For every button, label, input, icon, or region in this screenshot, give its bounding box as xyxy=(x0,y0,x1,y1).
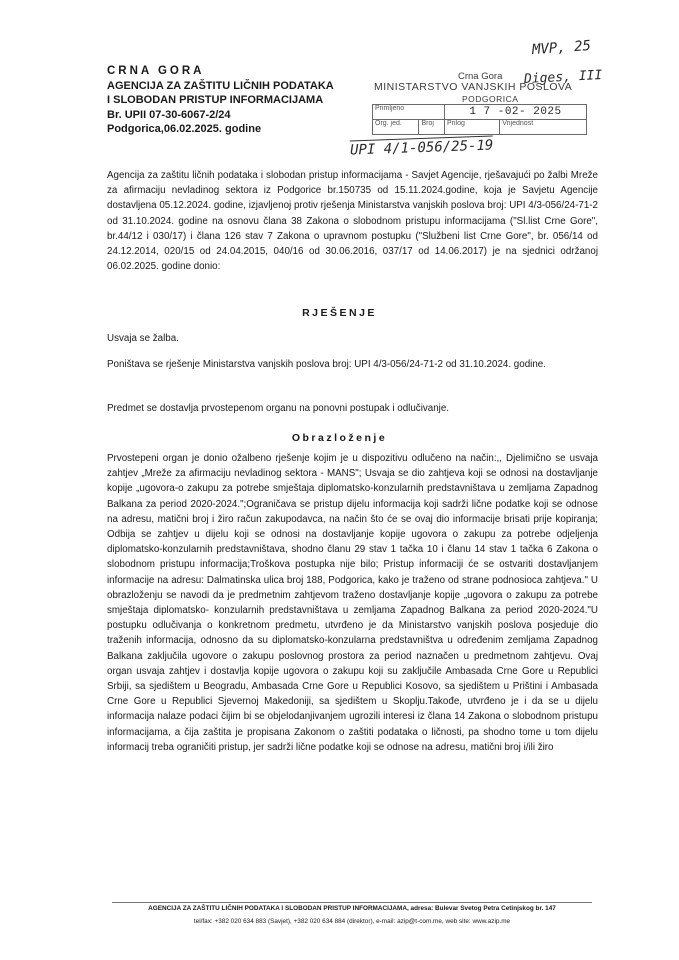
decision-item-3: Predmet se dostavlja prvostepenom organu na ponovni postupak i odlučivanje. xyxy=(107,403,450,414)
letterhead xyxy=(107,64,367,137)
stamp-col-number: Broj xyxy=(419,120,444,135)
stamp-city: PODGORICA xyxy=(462,94,519,104)
decision-title: RJEŠENJE xyxy=(302,307,377,319)
stamp-col-org: Org. jed. xyxy=(373,120,419,135)
handwritten-note-top: MVP, 25 xyxy=(531,37,592,59)
case-number: Br. UPII 07-30-6067-2/24 xyxy=(107,108,231,121)
decision-item-1: Usvaja se žalba. xyxy=(107,333,179,344)
handwritten-reference: UPI 4/1-056/25-19 xyxy=(349,137,494,159)
decision-item-2: Poništava se rješenje Ministarstva vanjskih poslova broj: UPI 4/3-056/24-71-2 od 31.10.2024. godine. xyxy=(107,359,546,370)
stamp-country: Crna Gora xyxy=(458,71,503,82)
stamp-received-date: 1 7 -02- 2025 xyxy=(444,105,586,120)
reasoning-paragraph: Prvostepeni organ je donio ožalbeno rješenje kojim je u dispozitivu odlučeno na način:,, Djelimično se usvaja zahtjev „Mreže za afirmaciju nevladinog sektora - MANS"; Usvaja se dio zahtjeva koji se odnosi na dostavljanje kopije „ugovora-o zakupu za potrebe smještaja diplomatsko-konzularnih predstavništava u zemljama Zapadnog Balkana za period 2020-2024.";Ograničava se pristup dijelu informacija koji sadrži lične podatke koji se odnose na adresu, matični broj i žiro račun zakupodavca, na način što će se ovaj dio informacije brisati prije kopiranja; Odbija se zahtjev u dijelu koji se odnosi na dostavljanje kopije ugovora o zakupu za potrebe odjeljenja diplomatsko-konzularnih predstavništava, shodno članu 29 stav 1 tačka 10 i članu 14 stav 1 tačka 6 Zakona o slobodnom pristupu informacija;Troškova postupka nije bilo; Pristup informaciji će se ostvariti dostavljanjem informacije na adresu: Dalmatinska ulica broj 188, Podgorica, kako je traženo od strane podnosioca zahtjeva." U obrazloženju se navodi da je predmetnim zahtjevom traženo dostavljanje kopije „ugovora o zakupu za potrebe smještaja diplomatsko- konzularnih predstavništava u zemljama Zapadnog Balkana za period 2020-2024."U postupku odlučivanja o konkretnom predmetu, utvrđeno je da Ministarstvo vanjskih poslova posjeduje dio traženih informacija, odnosno da su diplomatsko-konzularna predstavništva u određenim zemljama Zapadnog Balkana zaključila ugovore o zakupu poslovnog prostora za period naznačen u predmetnom zahtjevu. Ovaj organ usvaja zahtjev i dostavlja kopije ugovora o zakupu koji su zaključile Ambasada Crne Gore u Republici Srbiji, sa sjedištem u Beogradu, Ambasada Crne Gore u Republici Kosovo, sa sjedištem u Prištini i Ambasada Crne Gore u Republici Sjevernoj Makedoniji, sa sjedištem u Skoplju.Takođe, utvrđeno je i da se u dijelu informacija nalaze podaci čijim bi se objelodanjivanjem ugrozili interesi iz člana 14 Zakona o slobodnom pristupu informacijama, a čija zaštita je propisana Zakonom o zaštiti podataka o ličnosti, pa shodno tome u tom dijelu informacij treba ograničiti pristup, jer sadrži lične podatke koji se odnose na adresu, matični broj i/ili žiro xyxy=(107,453,598,753)
stamp-received-label: Primljeno xyxy=(373,105,445,120)
footer-address: AGENCIJA ZA ZAŠTITU LIČNIH PODATAKA I SLOBODAN PRISTUP INFORMACIJAMA, adresa: Bulevar Svetog Petra Cetinjskog br. 147 xyxy=(148,905,556,912)
place-date: Podgorica,06.02.2025. godine xyxy=(107,123,262,135)
reasoning-title: Obrazloženje xyxy=(291,432,388,444)
footer-contact: tel/fax: +382 020 634 883 (Savjet), +382 020 634 884 (direktor), e-mail: azip@t-com.me, web site: www.azip.me xyxy=(193,918,511,925)
handwritten-note-side: Diges, III xyxy=(523,67,603,88)
agency-name-line1: AGENCIJA ZA ZAŠTITU LIČNIH PODATAKA xyxy=(107,79,334,92)
stamp-ministry: MINISTARSTVO VANJSKIH POSLOVA xyxy=(374,81,573,93)
stamp-col-attachment: Prilog xyxy=(444,120,499,135)
stamp-col-value: Vrijednost xyxy=(500,120,587,135)
country-name: CRNA GORA xyxy=(107,65,205,77)
page-footer xyxy=(112,902,592,925)
agency-name-line2: I SLOBODAN PRISTUP INFORMACIJAMA xyxy=(107,94,324,106)
intro-paragraph: Agencija za zaštitu ličnih podataka i slobodan pristup informacijama - Savjet Agencije, rješavajući po žalbi Mreže za afirmaciju nevladinog sektora iz Podgorice br.150735 od 15.11.2024.godine, koja je Savjetu Agencije dostavljena 05.12.2024. godine, izjavljenoj protiv rješenja Ministarstva vanjskih poslova broj: UPI 4/3-056/24-71-2 od 31.10.2024. godine na osnovu člana 38 Zakona o slobodnom pristupu informacijama ("Sl.list Crne Gore", br.44/12 i 030/17) i člana 126 stav 7 Zakona o upravnom postupku ("Službeni list Crne Gore", br. 056/14 od 24.12.2014, 020/15 od 24.04.2015, 040/16 od 30.06.2016, 037/17 od 14.06.2017) je na sjednici održanoj 06.02.2025. godine donio: xyxy=(107,170,598,273)
footer-divider xyxy=(112,902,592,903)
stamp-table xyxy=(372,104,587,135)
